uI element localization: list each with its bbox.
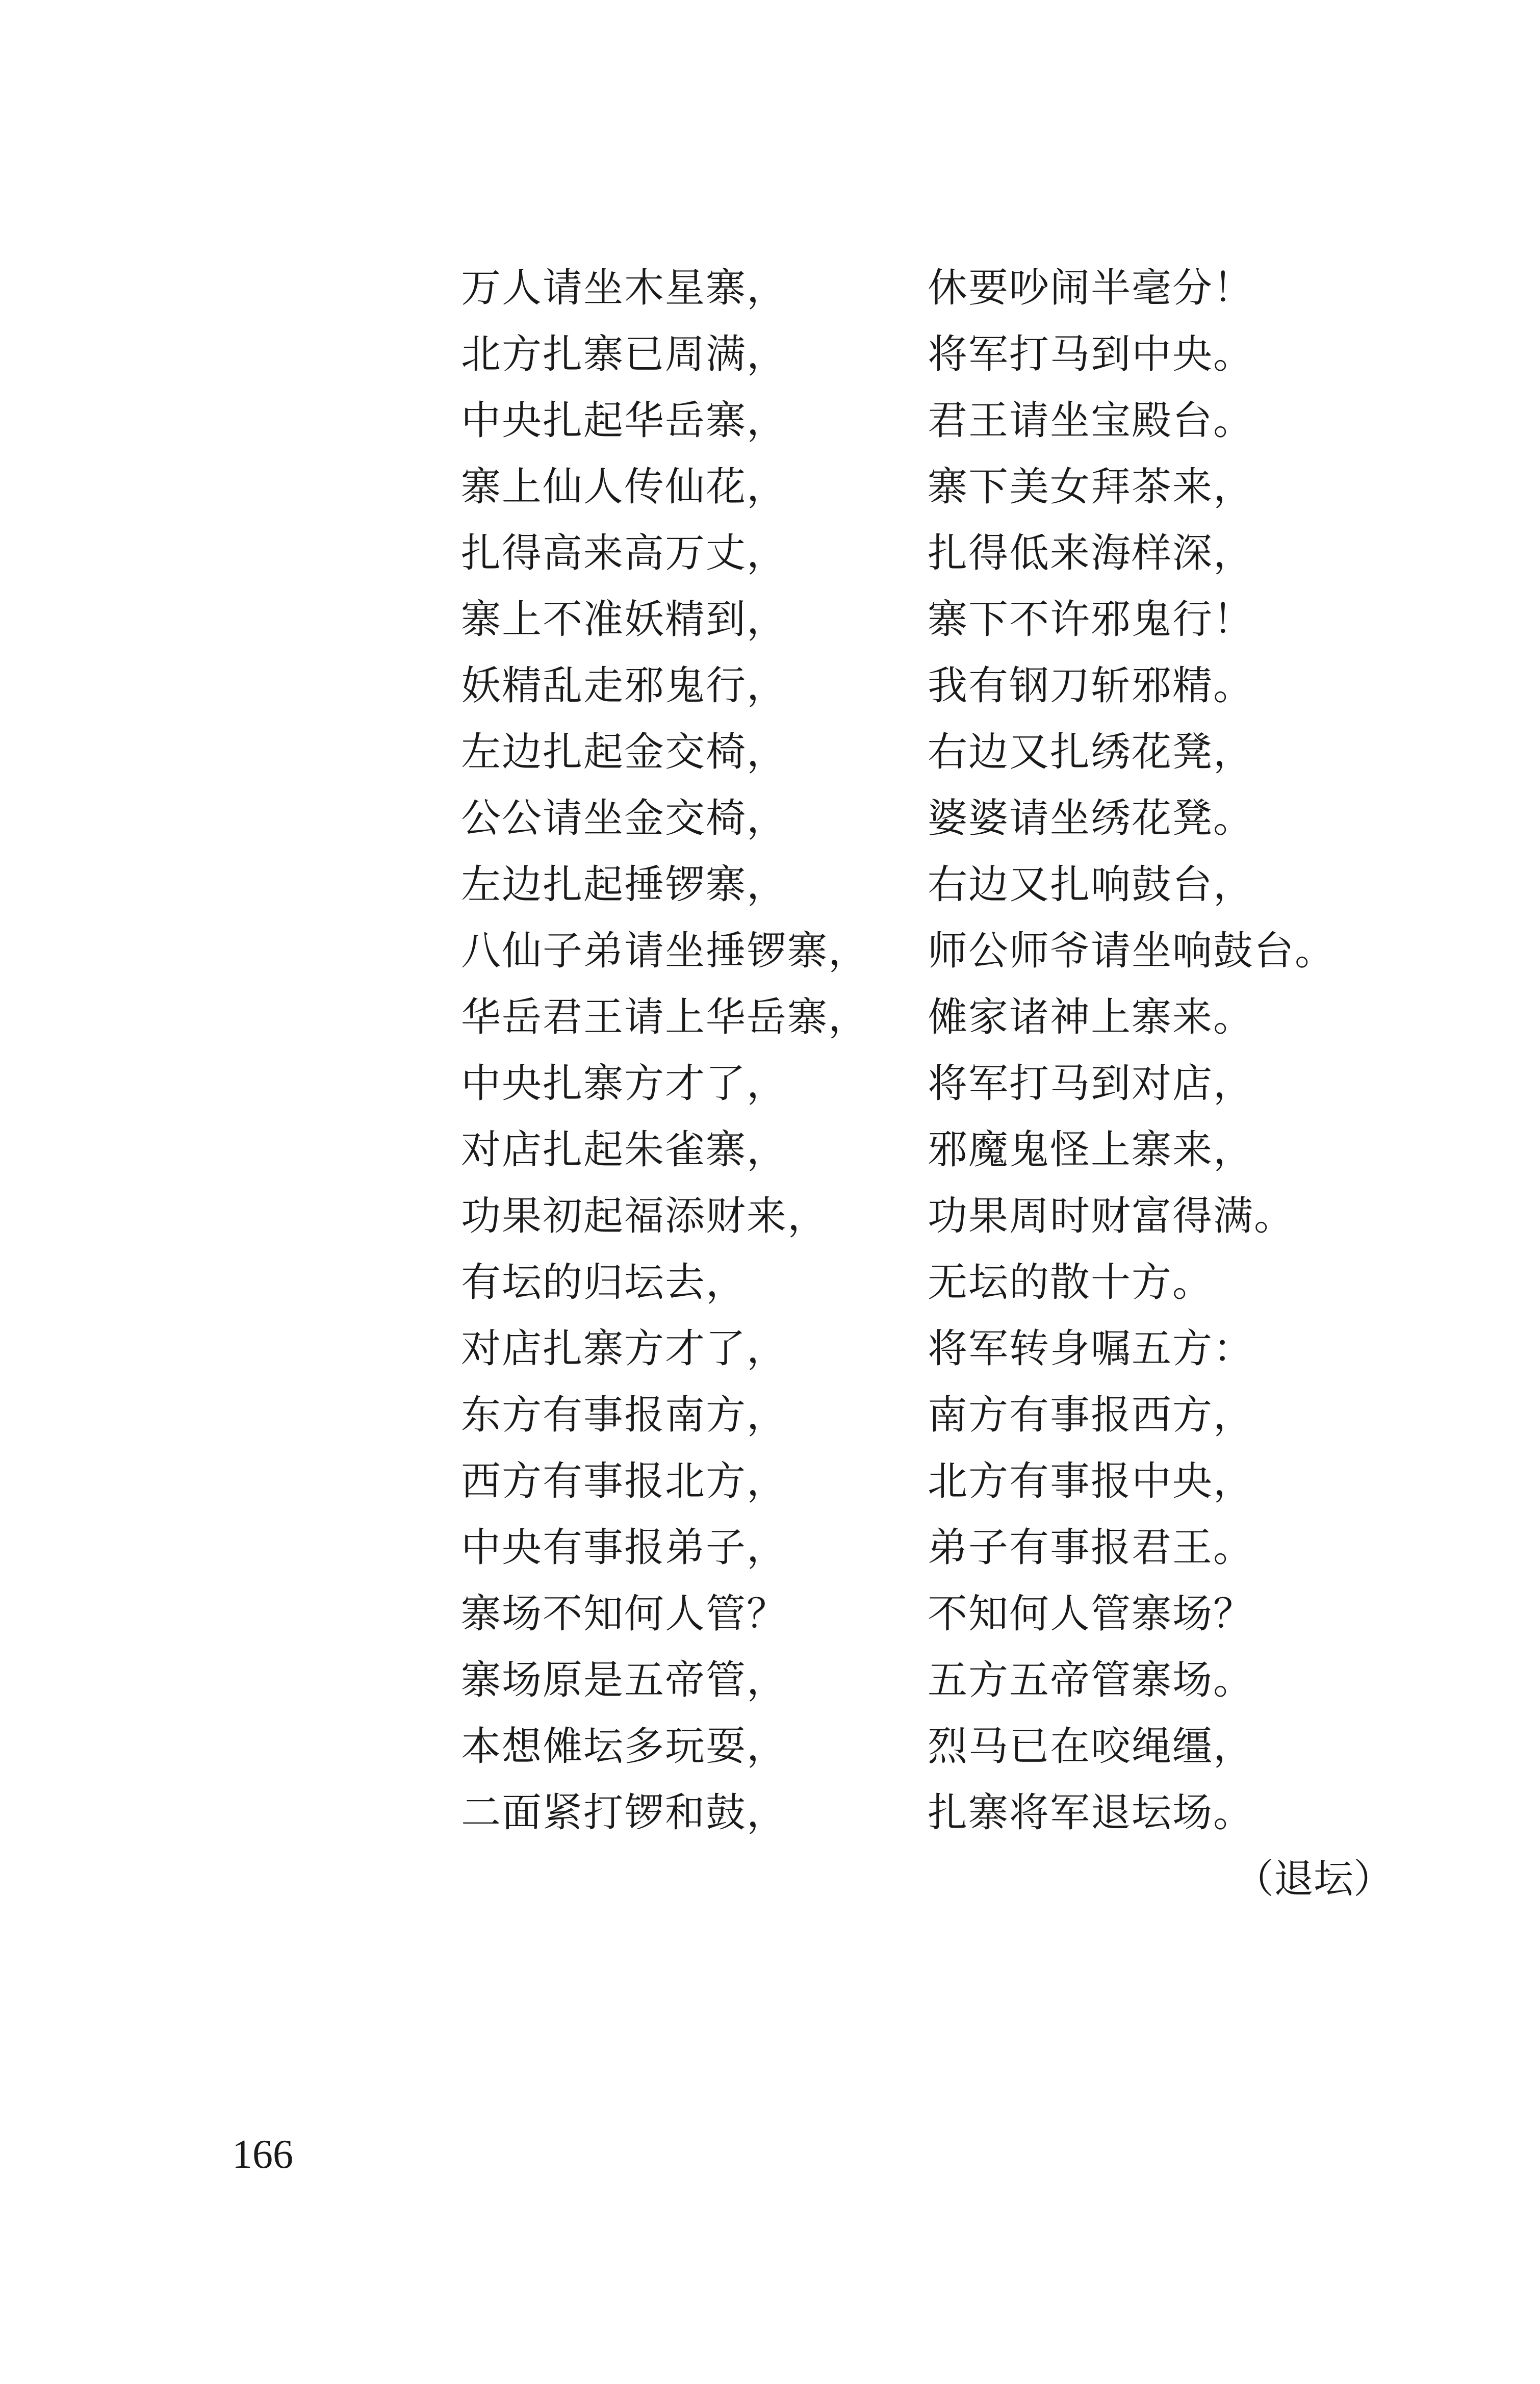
verse-line-left: 八仙子弟请坐捶锣寨， — [461, 928, 869, 974]
verse-row — [461, 1316, 1420, 1382]
verse-line-left: 寨上不准妖精到， — [461, 597, 788, 643]
verse-line-left: 寨场不知何人管？ — [461, 1591, 788, 1637]
verse-row — [461, 520, 1420, 586]
verse-line-left: 扎得高来高万丈， — [461, 530, 788, 576]
verse-row — [461, 1448, 1420, 1515]
verse-line-right: 君王请坐宝殿台。 — [928, 398, 1254, 444]
verse-row — [461, 1713, 1420, 1780]
verse-line-right: 我有钢刀斩邪精。 — [928, 663, 1254, 709]
stage-direction: （退坛） — [1234, 1856, 1394, 1902]
verse-line-right: 休要吵闹半毫分！ — [928, 265, 1254, 311]
verse-row — [461, 1382, 1420, 1448]
verse-line-left: 华岳君王请上华岳寨， — [461, 994, 869, 1040]
verse-line-right: 功果周时财富得满。 — [928, 1193, 1295, 1239]
verse-row — [461, 1647, 1420, 1713]
verse-line-left: 有坛的归坛去， — [461, 1260, 747, 1305]
verse-line-left: 寨上仙人传仙花， — [461, 464, 788, 510]
verse-row — [461, 1117, 1420, 1183]
verse-row — [461, 1183, 1420, 1249]
verse-line-right: 邪魔鬼怪上寨来， — [928, 1127, 1254, 1173]
verse-row — [461, 1581, 1420, 1647]
verse-row — [461, 586, 1420, 653]
verse-line-left: 功果初起福添财来， — [461, 1193, 829, 1239]
verse-row — [461, 1780, 1420, 1846]
verse-line-left: 万人请坐木星寨， — [461, 265, 788, 311]
verse-line-left: 妖精乱走邪鬼行， — [461, 663, 788, 709]
verse-line-left: 对店扎寨方才了， — [461, 1326, 788, 1372]
verse-line-left: 东方有事报南方， — [461, 1392, 788, 1438]
verse-row — [461, 852, 1420, 918]
verse-row — [461, 984, 1420, 1050]
verse-line-right: 右边又扎绣花凳， — [928, 729, 1254, 775]
page-number: 166 — [232, 2132, 293, 2177]
verse-line-left: 中央扎起华岳寨， — [461, 398, 788, 444]
verse-line-right: 寨下美女拜茶来， — [928, 464, 1254, 510]
verse-line-right: 五方五帝管寨场。 — [928, 1657, 1254, 1703]
verse-line-left: 北方扎寨已周满， — [461, 331, 788, 377]
verse-block — [461, 255, 1420, 1846]
verse-row — [461, 785, 1420, 852]
verse-line-left: 寨场原是五帝管， — [461, 1657, 788, 1703]
verse-row — [461, 918, 1420, 984]
verse-line-right: 寨下不许邪鬼行！ — [928, 597, 1254, 643]
verse-line-right: 婆婆请坐绣花凳。 — [928, 796, 1254, 841]
verse-row — [461, 388, 1420, 454]
verse-row — [461, 321, 1420, 388]
verse-line-left: 左边扎起捶锣寨， — [461, 862, 788, 908]
verse-line-left: 左边扎起金交椅， — [461, 729, 788, 775]
verse-line-right: 将军转身嘱五方： — [928, 1326, 1254, 1372]
verse-line-left: 二面紧打锣和鼓， — [461, 1790, 788, 1836]
verse-line-right: 扎寨将军退坛场。 — [928, 1790, 1254, 1836]
verse-line-left: 本想傩坛多玩耍， — [461, 1724, 788, 1770]
verse-line-right: 烈马已在咬绳缰， — [928, 1724, 1254, 1770]
verse-line-right: 师公师爷请坐响鼓台。 — [928, 928, 1336, 974]
verse-line-right: 弟子有事报君王。 — [928, 1525, 1254, 1571]
verse-line-right: 不知何人管寨场？ — [928, 1591, 1254, 1637]
verse-line-right: 扎得低来海样深， — [928, 530, 1254, 576]
verse-row — [461, 1050, 1420, 1117]
verse-row — [461, 1515, 1420, 1581]
verse-line-right: 南方有事报西方， — [928, 1392, 1254, 1438]
verse-line-left: 中央扎寨方才了， — [461, 1061, 788, 1107]
verse-line-right: 将军打马到对店， — [928, 1061, 1254, 1107]
verse-row — [461, 719, 1420, 785]
verse-line-right: 傩家诸神上寨来。 — [928, 994, 1254, 1040]
verse-line-left: 对店扎起朱雀寨， — [461, 1127, 788, 1173]
verse-row — [461, 653, 1420, 719]
verse-line-left: 中央有事报弟子， — [461, 1525, 788, 1571]
verse-line-right: 将军打马到中央。 — [928, 331, 1254, 377]
verse-row — [461, 454, 1420, 520]
verse-line-right: 北方有事报中央， — [928, 1458, 1254, 1504]
verse-line-right: 右边又扎响鼓台， — [928, 862, 1254, 908]
verse-line-left: 西方有事报北方， — [461, 1458, 788, 1504]
verse-line-right: 无坛的散十方。 — [928, 1260, 1214, 1305]
verse-line-left: 公公请坐金交椅， — [461, 796, 788, 841]
verse-row — [461, 1249, 1420, 1316]
verse-row — [461, 255, 1420, 321]
